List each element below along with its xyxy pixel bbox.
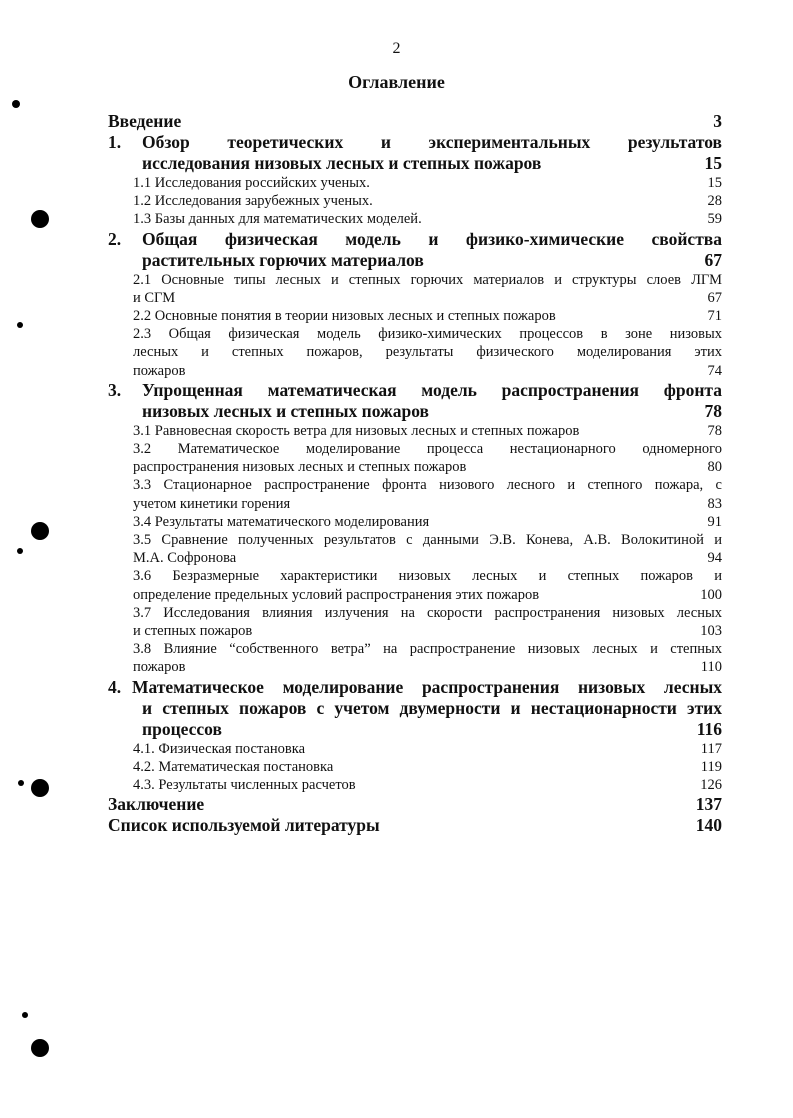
toc-page: 116 [696,718,722,739]
chapter-number: 4. [108,676,122,697]
toc-page: 126 [700,777,722,794]
toc-entry-references[interactable] [108,815,722,836]
toc-page: 3 [713,111,722,131]
toc-page: 103 [700,623,722,640]
toc-section-3-5[interactable] [108,531,722,567]
scan-speck [17,322,23,328]
toc-label: 2.3 Общая физическая модель физико-химических процессов в зоне низовых [133,326,722,343]
chapter-title-line: Общая физическая модель и физико-химические свойства [142,228,722,249]
chapter-title-line: исследования низовых лесных и степных пожаров [142,153,542,173]
chapter-title-line: процессов [142,718,222,739]
toc-page: 74 [707,362,722,379]
toc-section-3-1[interactable] [108,422,722,440]
toc-label: лесных и степных пожаров, результаты физического моделирования этих [133,344,722,361]
punch-hole [31,522,49,540]
toc-label: пожаров [133,362,186,379]
toc-label: 3.8 Влияние “собственного ветра” на распространение низовых лесных и степных [133,641,722,658]
toc-label: 3.5 Сравнение полученных результатов с данными Э.В. Конева, А.В. Волокитиной и [133,532,722,549]
toc-section-3-6[interactable] [108,567,722,603]
chapter-number: 3. [108,379,122,400]
page-title: Оглавление [348,72,445,92]
toc-section-3-3[interactable] [108,476,722,512]
toc-section-1-3[interactable] [108,210,722,228]
toc-label: 1.3 Базы данных для математических моделей. [133,211,422,228]
toc-label: 3.4 Результаты математического моделирования [133,513,430,530]
toc-label: 1.1 Исследования российских ученых. [133,175,370,191]
toc-page: 140 [695,815,722,836]
toc-section-3-2[interactable] [108,440,722,476]
chapter-title-line: Упрощенная математическая модель распространения фронта [142,379,722,400]
toc-section-1-2[interactable] [108,192,722,210]
scan-speck [17,548,23,554]
punch-hole [31,210,49,228]
toc-section-3-8[interactable] [108,640,722,676]
toc-label: 1.2 Исследования зарубежных ученых. [133,193,373,210]
scan-speck [18,780,24,786]
toc-label: 3.7 Исследования влияния излучения на скорости распространения низовых лесных [133,604,722,621]
toc-label: распространения низовых лесных и степных пожаров [133,459,467,476]
toc-chapter-3[interactable] [108,380,722,422]
toc-section-4-2[interactable] [108,758,722,776]
toc-label: 3.2 Математическое моделирование процесса нестационарного одномерного [133,441,722,458]
toc-page: 78 [704,400,722,421]
toc-section-2-3[interactable] [108,325,722,380]
toc-section-2-1[interactable] [108,271,722,307]
toc-page: 67 [704,249,722,270]
toc-page: 15 [704,153,722,173]
toc-section-2-2[interactable] [108,307,722,325]
toc-label: Заключение [108,794,205,815]
toc-page: 83 [707,495,722,512]
toc-label: определение предельных условий распространения этих пожаров [133,586,540,603]
toc-label: 2.1 Основные типы лесных и степных горючих материалов и структуры слоев ЛГМ [133,271,722,288]
toc-label: 3.6 Безразмерные характеристики низовых лесных и степных пожаров и [133,568,722,585]
toc-label: 2.2 Основные понятия в теории низовых лесных и степных пожаров [133,308,556,325]
toc-label: 4.3. Результаты численных расчетов [133,777,356,794]
toc-label: пожаров [133,659,186,676]
toc-page: 71 [707,308,722,325]
toc-label: и СГМ [133,289,176,306]
toc-label: Список используемой литературы [108,815,380,836]
toc-page: 94 [707,550,722,567]
toc-label: и степных пожаров [133,623,253,640]
toc-page: 78 [707,422,722,439]
toc-section-1-1[interactable] [108,174,722,192]
toc-section-3-7[interactable] [108,604,722,640]
toc-page: 91 [707,513,722,530]
toc-label: 4.2. Математическая постановка [133,758,334,775]
toc-section-3-4[interactable] [108,513,722,531]
toc-entry-conclusion[interactable] [108,794,722,815]
toc-section-4-3[interactable] [108,776,722,794]
toc-page: 59 [707,211,722,228]
toc-page: 137 [695,794,722,815]
toc-page: 67 [707,289,722,306]
toc-label: учетом кинетики горения [133,495,291,512]
table-of-contents [108,111,722,836]
scan-speck [22,1012,28,1018]
toc-page: 28 [707,193,722,210]
chapter-title-line: и степных пожаров с учетом двумерности и нестационарности этих [142,697,722,718]
toc-page: 119 [700,758,722,775]
toc-chapter-4[interactable] [108,677,722,740]
chapter-number: 2. [108,228,122,249]
toc-page: 80 [707,459,722,476]
page-number: 2 [392,40,401,57]
toc-page: 110 [700,659,722,676]
toc-entry-intro[interactable] [108,111,722,132]
chapter-title-line: растительных горючих материалов [142,249,424,270]
toc-section-4-1[interactable] [108,740,722,758]
toc-chapter-1[interactable] [108,132,722,174]
toc-label: 4.1. Физическая постановка [133,740,306,757]
toc-label: 3.3 Стационарное распространение фронта низового лесного и степного пожара, с [133,477,722,494]
toc-page: 15 [707,175,722,191]
chapter-title-line: Математическое моделирование распространения низовых лесных [132,676,722,697]
punch-hole [31,779,49,797]
scan-speck [12,100,20,108]
toc-label: М.А. Софронова [133,550,237,567]
chapter-number: 1. [108,132,122,152]
toc-chapter-2[interactable] [108,229,722,271]
chapter-title-line: низовых лесных и степных пожаров [142,400,429,421]
toc-page: 100 [700,586,722,603]
toc-page: 117 [700,740,722,757]
punch-hole [31,1039,49,1057]
toc-label: Введение [108,111,182,131]
chapter-title-line: Обзор теоретических и экспериментальных результатов [142,132,722,152]
toc-label: 3.1 Равновесная скорость ветра для низовых лесных и степных пожаров [133,422,580,439]
